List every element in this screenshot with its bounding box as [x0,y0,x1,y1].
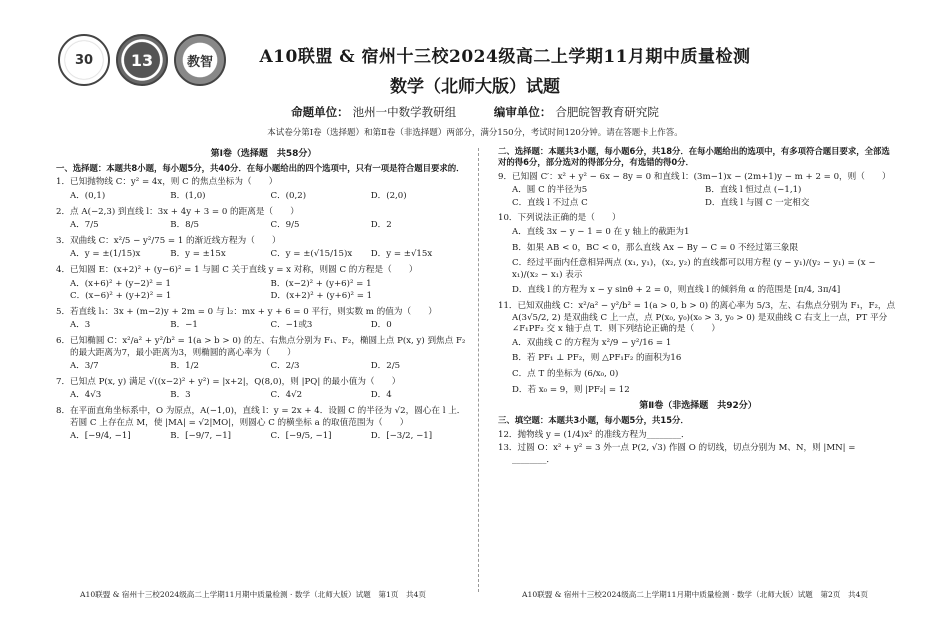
option-c: C．(0,2) [270,191,307,202]
reviewer-label: 编审单位： [493,105,552,119]
question-13: 13．过圆 O：x² + y² = 3 外一点 P(2, √3) 作圆 O 的切线，切点分别为 M、N，则 |MN| = ________． [498,443,856,465]
option-d: D．2 [370,220,392,231]
education-emblem: 教智 [174,34,226,86]
thirteen-emblem: 13 [116,34,168,86]
option-a: A．7/5 [70,220,99,231]
exam-instructions: 本试卷分第Ⅰ卷（选择题）和第Ⅱ卷（非选择题）两部分，满分150分，考试时间120分钟。请在答题卡上作答。 [267,128,683,138]
question-stem: 2．点 A(−2,3) 到直线 l：3x + 4y + 3 = 0 的距离是（ ） [56,206,299,217]
question-6 [56,336,471,373]
option-a: A．y = ±(1/15)x [70,249,141,260]
question-5 [56,307,471,332]
option-c: C．(x−6)² + (y+2)² = 1 [70,291,172,302]
part1-title: 第Ⅰ卷（选择题 共58分） [210,149,317,159]
question-stem: 1．已知抛物线 C：y² = 4x，则 C 的焦点坐标为（ ） [56,177,278,188]
option-c: C．y = ±(√15/15)x [270,249,353,260]
option-b: B．3 [170,390,191,401]
question-4 [56,265,471,303]
question-stem: 11．已知双曲线 C：x²/a² − y²/b² = 1(a > 0, b > 0) 的离心率为 5/3，左、右焦点分别为 F₁，F₂，点 A(3√5/2, 2) 是双曲线 C 上一点，点 P(x₀, y₀)(x₀ > 3, y₀ > 0) 是双曲线 C 右支上一点，PT 平分 ∠F₁PF₂ 交 x 轴于点 T．则下列结论正确的是（ ） [498,301,896,335]
option-c: C．9/5 [270,220,300,231]
question-12: 12．抛物线 y = (1/4)x² 的准线方程为________． [498,429,690,440]
question-7 [56,377,471,402]
question-9 [498,172,898,210]
setter-name: 池州一中数学教研组 [352,105,457,119]
option-d: D．若 x₀ = 9，则 |PF₂| = 12 [512,384,630,395]
option-a: A．(0,1) [70,191,106,202]
question-stem: 8．在平面直角坐标系中，O 为原点，A(−1,0)，直线 l：y = 2x + 4．设圆 C 的半径为 √2，圆心在 l 上．若圆 C 上存在点 M，使 |MA| = √2|MO|，则圆心 C 的横坐标 a 的取值范围为（ ） [56,405,466,428]
reviewer-name: 合肥皖智教育研究院 [555,105,659,119]
option-d: D．2/5 [370,361,401,372]
jubilee-emblem: 30 [58,34,110,86]
option-a: A．4√3 [70,390,102,401]
option-a: A．直线 3x − y − 1 = 0 在 y 轴上的截距为1 [512,227,690,238]
question-10 [498,213,898,297]
option-a: A．3 [70,320,91,331]
question-stem: 9．已知圆 C′：x² + y² − 6x − 8y = 0 和直线 l：(3m−1)x − (2m+1)y − m + 2 = 0，则（ ） [498,171,891,182]
column-divider [478,148,479,592]
option-b: B．(1,0) [170,191,206,202]
question-stem: 10．下列说法正确的是（ ） [498,213,621,224]
option-c: C．点 T 的坐标为 (6/x₀, 0) [512,369,619,379]
option-b: B．[−9/7, −1] [170,431,232,442]
option-b: B．y = ±15x [170,249,226,260]
option-d: D．(x+2)² + (y+6)² = 1 [270,291,373,302]
question-2 [56,207,471,232]
option-a: A．圆 C 的半径为5 [512,185,588,196]
question-8 [56,406,471,443]
question-stem: 4．已知圆 E：(x+2)² + (y−6)² = 1 与圆 C 关于直线 y = x 对称，则圆 C 的方程是（ ） [56,265,418,276]
option-c: C．4√2 [270,390,303,401]
setter-label: 命题单位： [291,105,349,119]
question-3 [56,236,471,261]
option-a: A．(x+6)² + (y−2)² = 1 [70,278,171,289]
left-column [56,146,471,447]
question-1 [56,177,471,202]
question-stem: 7．已知点 P(x, y) 满足 √((x−2)² + y²) = |x+2|，Q(8,0)，则 |PQ| 的最小值为（ ） [56,376,401,387]
option-a: A．3/7 [70,361,99,372]
question-stem: 6．已知椭圆 C：x²/a² + y²/b² = 1(a > b > 0) 的左、右焦点分别为 F₁、F₂，椭圆上点 P(x, y) 到焦点 F₂ 的最大距离为7，最小距离为3，则椭圆的离心率为（ ） [56,336,466,358]
right-column [498,146,898,468]
option-b: B．直线 l 恒过点 (−1,1) [705,185,802,196]
option-a: A．[−9/4, −1] [70,431,131,442]
option-c: C．2/3 [270,361,300,372]
option-d: D．[−3/2, −1] [370,431,433,442]
footer-left: A10联盟 & 宿州十三校2024级高二上学期11月期中质量检测 · 数学（北师大版）试题 第1页 共4页 [80,590,426,599]
section2-heading: 二、选择题：本题共3小题，每小题6分，共18分．在每小题给出的选项中，有多项符合题目要求，全部选对的得6分，部分选对的得部分分，有选错的得0分． [498,146,890,168]
option-d: D．直线 l 的方程为 x − y sinθ + 2 = 0，则直线 l 的倾斜角 α 的范围是 [π/4, 3π/4] [512,285,841,296]
option-d: D．(2,0) [370,191,407,202]
option-a: A．双曲线 C 的方程为 x²/9 − y²/16 = 1 [512,337,672,348]
authoring-units [0,104,950,120]
exam-subtitle: 数学（北师大版）试题 [390,77,560,97]
question-stem: 5．若直线 l₁：3x + (m−2)y + 2m = 0 与 l₂：mx + y + 6 = 0 平行，则实数 m 的值为（ ） [56,306,437,317]
footer-right: A10联盟 & 宿州十三校2024级高二上学期11月期中质量检测 · 数学（北师大版）试题 第2页 共4页 [522,590,868,599]
exam-title: A10联盟 & 宿州十三校2024级高二上学期11月期中质量检测 [259,47,751,67]
question-11 [498,301,898,396]
option-c: C．经过平面内任意相异两点 (x₁, y₁)，(x₂, y₂) 的直线都可以用方程 (y − y₁)/(y₂ − y₁) = (x − x₁)/(x₂ − x₁) 表示 [512,258,876,280]
option-b: B．如果 AB < 0，BC < 0，那么直线 Ax − By − C = 0 不经过第三象限 [512,242,799,253]
option-d: D．y = ±√15x [370,249,433,260]
section1-heading: 一、选择题：本题共8小题，每小题5分，共40分．在每小题给出的四个选项中，只有一项是符合题目要求的． [56,163,465,174]
option-b: B．(x−2)² + (y+6)² = 1 [270,278,372,289]
option-c: C．[−9/5, −1] [270,431,332,442]
option-b: B．1/2 [170,361,199,372]
option-d: D．4 [370,390,392,401]
option-d: D．0 [370,320,392,331]
option-b: B．8/5 [170,220,199,231]
option-b: B．若 PF₁ ⊥ PF₂，则 △PF₁F₂ 的面积为16 [512,353,682,364]
option-d: D．直线 l 与圆 C 一定相交 [705,197,810,208]
question-stem: 3．双曲线 C：x²/5 − y²/75 = 1 的渐近线方程为（ ） [56,235,281,246]
option-b: B．−1 [170,320,198,331]
option-c: C．直线 l 不过点 C [512,197,588,208]
part2-title: 第Ⅱ卷（非选择题 共92分） [639,401,757,412]
section3-heading: 三、填空题：本题共3小题，每小题5分，共15分． [498,415,689,426]
option-c: C．−1或3 [270,320,313,331]
